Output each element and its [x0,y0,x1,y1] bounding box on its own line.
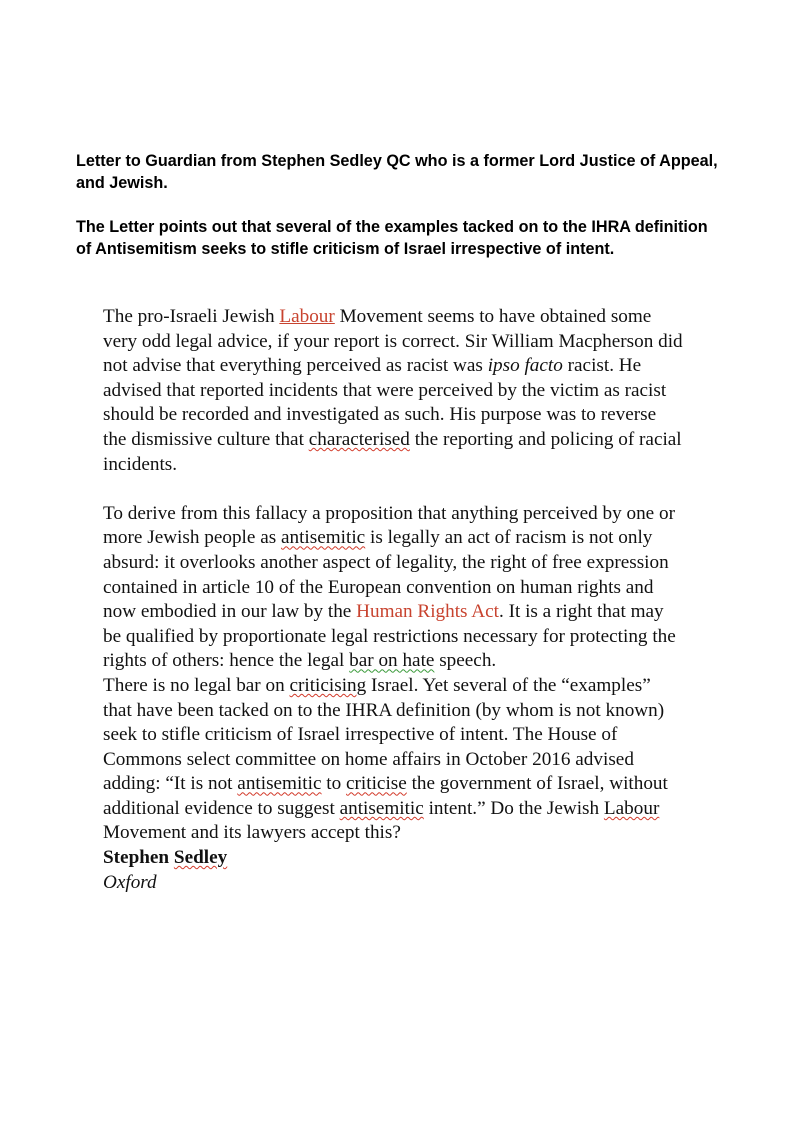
p2-text-d: speech. [434,650,497,672]
ipso-facto: ipso facto [487,355,563,377]
antisemitic-word-1: antisemitic [280,527,366,549]
p1-text-d: the reporting and policing of racial incidents. [103,428,682,475]
signature-first: Stephen [103,847,174,869]
labour-word-2: Labour [603,797,660,819]
intro-text [76,150,726,260]
p3-text-c: to [321,773,347,795]
antisemitic-word-3: antisemitic [339,797,424,819]
p1-text-c: racist. He advised that reported incidents that were perceived by the victim as racist should be recorded and investigated as such. His purpose was to reverse the dismissive culture that [103,355,667,450]
letter-body [103,305,683,895]
labour-word-1: Labour [279,306,335,327]
p1-text-a: The pro-Israeli Jewish [103,306,280,327]
signature-name [103,846,683,871]
letter-paragraph-1 [103,305,683,477]
intro-line-1: Letter to Guardian from Stephen Sedley QC who is a former Lord Justice of Appeal, and Jewish. [76,152,718,192]
criticising-word: criticising [289,674,367,696]
p2-text-c: . It is a right that may be qualified by proportionate legal restrictions necessary for protecting the rights of others: hence the legal [103,601,676,672]
human-rights-act: Human Rights Act [356,601,499,623]
bar-on-hate: bar on hate [349,650,435,672]
p3-text-d: the government of Israel, without additional evidence to suggest [103,773,668,819]
p2-text-b: is legally an act of racism is not only absurd: it overlooks another aspect of legality, the right of free expression contained in article 10 of the European convention on human rights and now embodied in our law by the [103,527,669,623]
p3-text-f: Movement and its lawyers accept this? [103,822,401,844]
signature-place: Oxford [103,871,157,893]
letter-paragraph-2 [103,502,683,674]
intro-line-2: The Letter points out that several of the examples tacked on to the IHRA definition of Antisemitism seeks to stifle criticism of Israel irrespective of intent. [76,218,708,258]
p2-text-a: To derive from this fallacy a proposition that anything perceived by one or more Jewish people as [103,502,675,549]
characterised-word: characterised [308,428,410,450]
antisemitic-word-2: antisemitic [237,773,322,795]
signature-last: Sedley [173,847,228,869]
letter-paragraph-3 [103,674,683,846]
p3-text-a: There is no legal bar on [103,674,290,696]
p3-text-b: Israel. Yet several of the “examples” that have been tacked on to the IHRA definition (by whom is not known) seek to stifle criticism of Israel irrespective of intent. The House of Commons select committee on home affairs in October 2016 advised adding: “It is not [103,674,665,795]
p3-text-e: intent.” Do the Jewish [423,797,604,819]
criticise-word: criticise [346,773,407,795]
p1-text-b: Movement seems to have obtained some very odd legal advice, if your report is correct. Sir William Macpherson did not advise that everything perceived as racist was [103,306,683,377]
